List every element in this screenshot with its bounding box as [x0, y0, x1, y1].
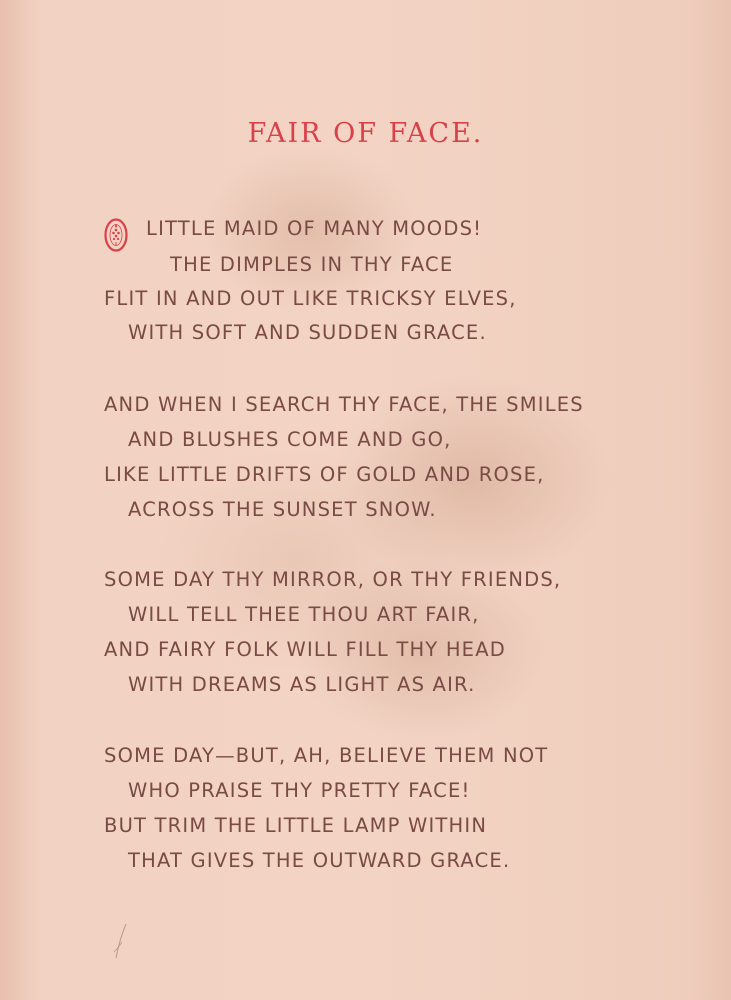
poem-line: BUT TRIM THE LITTLE LAMP WITHIN: [104, 814, 488, 837]
poem-line: WILL TELL THEE THOU ART FAIR,: [128, 603, 480, 626]
poem-line: AND WHEN I SEARCH THY FACE, THE SMILES: [104, 393, 584, 416]
poem-line: WITH DREAMS AS LIGHT AS AIR.: [128, 673, 476, 696]
poem-line: ACROSS THE SUNSET SNOW.: [128, 498, 437, 521]
poem-line: SOME DAY—BUT, AH, BELIEVE THEM NOT: [104, 744, 549, 767]
poem-line: AND BLUSHES COME AND GO,: [128, 428, 452, 451]
poem-line: FLIT IN AND OUT LIKE TRICKSY ELVES,: [104, 287, 517, 310]
poem-line: WHO PRAISE THY PRETTY FACE!: [128, 779, 471, 802]
poem-line: THAT GIVES THE OUTWARD GRACE.: [128, 849, 511, 872]
pencil-mark-icon: [112, 922, 132, 962]
poem-line: THE DIMPLES IN THY FACE: [170, 253, 454, 276]
poem-line: AND FAIRY FOLK WILL FILL THY HEAD: [104, 638, 506, 661]
poem-line: LITTLE MAID OF MANY MOODS!: [146, 217, 483, 240]
poem-line: WITH SOFT AND SUDDEN GRACE.: [128, 321, 487, 344]
poem-line: LIKE LITTLE DRIFTS OF GOLD AND ROSE,: [104, 463, 545, 486]
poem-title: FAIR OF FACE.: [247, 118, 484, 149]
poem-line: SOME DAY THY MIRROR, OR THY FRIENDS,: [104, 568, 562, 591]
